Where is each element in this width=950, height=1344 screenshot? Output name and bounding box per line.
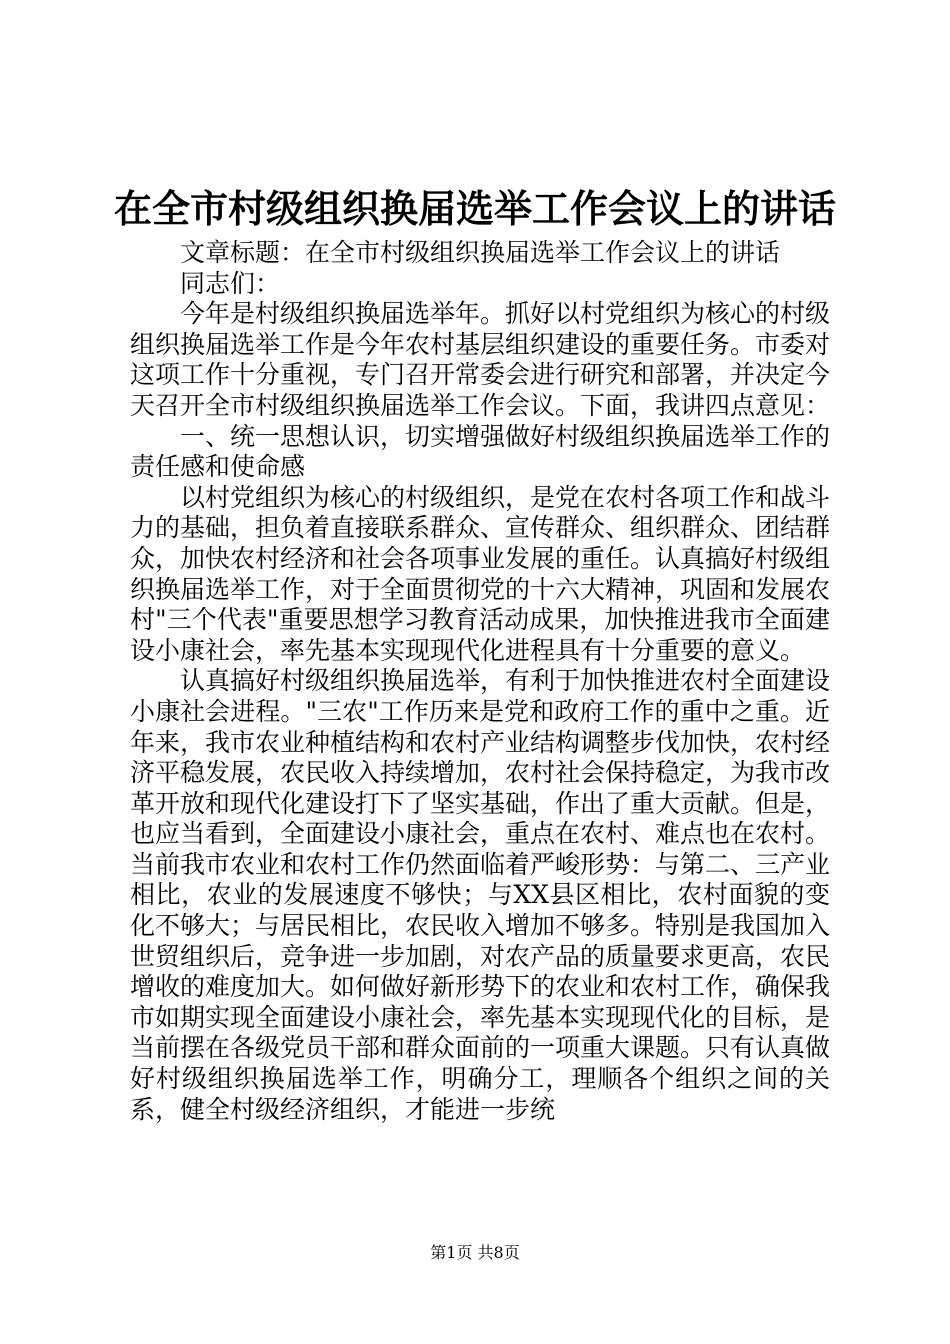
salutation: 同志们： (180, 268, 281, 298)
document-body (130, 238, 830, 1125)
paragraph: 今年是村级组织换届选举年。抓好以村党组织为核心的村级组织换届选举工作是今年农村基层组织建设的重要任务。市委对这项工作十分重视，专门召开常委会进行研究和部署，并决定今天召开全市村级组织换届选举工作会议。下面，我讲四点意见： (130, 299, 831, 420)
page-footer: 第1页 共8页 (430, 1243, 520, 1262)
section-heading: 一、统一思想认识，切实增强做好村级组织换届选举工作的责任感和使命感 (130, 421, 831, 482)
article-title-line: 文章标题：在全市村级组织换届选举工作会议上的讲话 (180, 238, 781, 267)
paragraph: 以村党组织为核心的村级组织，是党在农村各项工作和战斗力的基础，担负着直接联系群众、宣传群众、组织群众、团结群众，加快农村经济和社会各项事业发展的重任。认真搞好村级组织换届选举工作，对于全面贯彻党的十六大精神，巩固和发展农村"三个代表"重要思想学习教育活动成果，加快推进我市全面建设小康社会，率先基本实现现代化进程具有十分重要的意义。 (130, 482, 831, 665)
paragraph: 认真搞好村级组织换届选举，有利于加快推进农村全面建设小康社会进程。"三农"工作历来是党和政府工作的重中之重。近年来，我市农业种植结构和农村产业结构调整步伐加快，农村经济平稳发展，农民收入持续增加，农村社会保持稳定，为我市改革开放和现代化建设打下了坚实基础，作出了重大贡献。但是，也应当看到，全面建设小康社会，重点在农村、难点也在农村。当前我市农业和农村工作仍然面临着严峻形势：与第二、三产业相比，农业的发展速度不够快；与XX县区相比，农村面貌的变化不够大；与居民相比，农民收入增加不够多。特别是我国加入世贸组织后，竞争进一步加剧，对农产品的质量要求更高，农民增收的难度加大。如何做好新形势下的农业和农村工作，确保我市如期实现全面建设小康社会，率先基本实现现代化的目标，是当前摆在各级党员干部和群众面前的一项重大课题。只有认真做好村级组织换届选举工作，明确分工，理顺各个组织之间的关系，健全村级经济组织，才能进一步统 (130, 666, 831, 1124)
document-title: 在全市村级组织换届选举工作会议上的讲话 (113, 186, 836, 231)
